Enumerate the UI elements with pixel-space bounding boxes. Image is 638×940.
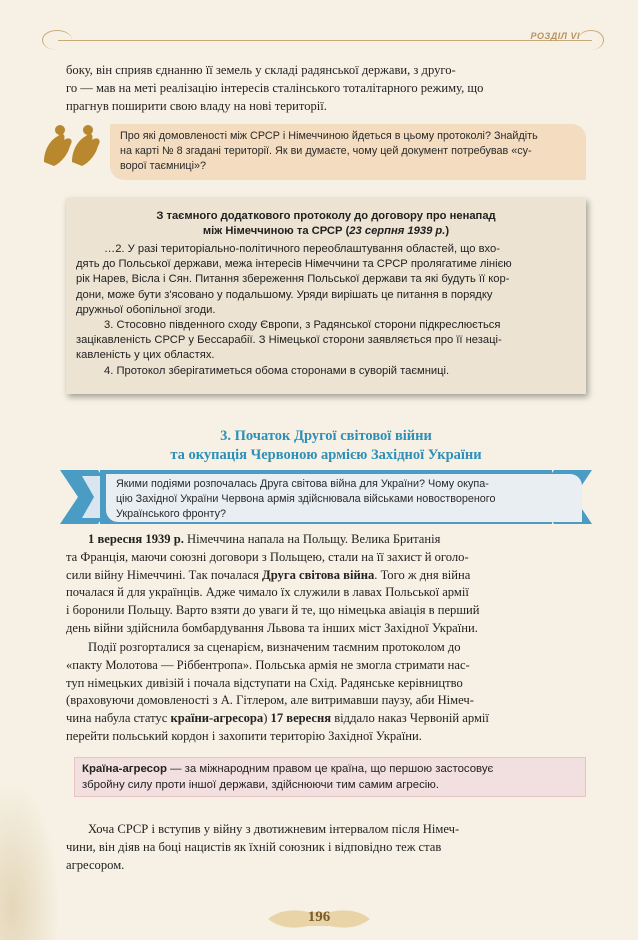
- document-line: зацікавленість СРСР у Бессарабії. З Німецької сторони заявляється про її незаці-: [76, 334, 502, 347]
- header-rule: [58, 40, 592, 41]
- question-text: [116, 477, 576, 522]
- document-text: [76, 242, 578, 379]
- text-line: «пакту Молотова — Ріббентропа». Польська армія не змогла стримати нас-: [66, 657, 470, 672]
- document-title-line: [66, 224, 586, 239]
- text-line: почалася й для українців. Адже чимало їх служили в лавах Польської армії: [66, 585, 469, 600]
- document-line: …2. У разі територіально-політичного переоблаштування областей, що вхо-: [104, 243, 500, 255]
- definition-text: [82, 761, 578, 793]
- text: . Того ж дня війна: [374, 567, 471, 582]
- body-paragraph: [66, 639, 586, 746]
- document-line: дять до Польської держави, межа інтересів Німеччини та СРСР пролягатиме лінією: [76, 258, 512, 271]
- corner-ornament: [0, 780, 60, 940]
- header-ornament-right: [578, 30, 604, 50]
- document-line: рік Нарев, Вісла і Сян. Питання збереження Польської держави та які будуть її кор-: [76, 273, 510, 286]
- event-date: 17 вересня: [270, 711, 332, 726]
- document-date: 23 серпня 1939 р.: [349, 225, 446, 237]
- page-number: 196: [307, 909, 331, 925]
- document-title-line: З таємного додаткового протоколу до договору про ненапад: [156, 210, 496, 222]
- text-line: та Франція, маючи союзні договори з Польщею, стали на її захист й оголо-: [66, 549, 469, 564]
- event-date: 1 вересня 1939 р.: [88, 532, 184, 546]
- text-line: (враховуючи домовленості з А. Гітлером, але витримавши паузу, аби Німеч-: [66, 693, 474, 708]
- text-line: [66, 567, 586, 585]
- section-title: [66, 427, 586, 465]
- text: чина набула статус: [66, 711, 171, 726]
- text-line: го — мав на меті реалізацію інтересів сталінського тоталітарного режиму, що: [66, 80, 484, 95]
- section-label: РОЗДІЛ VI: [530, 31, 580, 41]
- text: сили війну Німеччині. Так почалася: [66, 567, 263, 582]
- text: віддало наказ Червоній армії: [331, 711, 489, 726]
- document-line: дони, може бути з'ясовано у подальшому. Уряди вирішать це питання в порядку: [76, 288, 493, 301]
- intro-paragraph: [66, 62, 586, 115]
- text: Хоча СРСР і вступив у війну з двотижневим інтервалом після Німеч-: [88, 822, 460, 836]
- text-line: ворої таємниці»?: [120, 160, 206, 172]
- section-title-line: 3. Початок Другої світової війни: [220, 428, 432, 444]
- document-line: кавленість у цих областях.: [76, 349, 215, 362]
- text-line: Про які домовленості між СРСР і Німеччиною йдеться в цьому протоколі? Знайдіть: [120, 130, 538, 142]
- text-line: [66, 531, 586, 549]
- text-line: цію Західної України Червона армія здійснювала військами новоствореного: [116, 493, 496, 505]
- text-line: перейти польський кордон і захопити територію Західної України.: [66, 728, 422, 743]
- text-line: на карті № 8 згадані території. Як ви думаєте, чому цей документ потребував «су-: [120, 145, 532, 157]
- text-line: і боронили Польщу. Варто взяти до уваги й те, що німецька авіація в перший: [66, 603, 480, 618]
- section-title-line: та окупація Червоною армією Західної України: [170, 447, 482, 463]
- title-text: ): [445, 225, 450, 237]
- hands-pointing-icon: [40, 122, 102, 170]
- text-line: [66, 710, 586, 728]
- document-line: 3. Стосовно південного сходу Європи, з Радянської сторони підкреслюється: [104, 319, 501, 332]
- document-title: [66, 209, 586, 239]
- text-line: [66, 821, 586, 839]
- text: — за міжнародним правом це країна, що першою застосовує: [166, 763, 494, 775]
- key-term: країни-агресора: [170, 711, 264, 726]
- title-text: між Німеччиною та СРСР (: [202, 225, 350, 237]
- text-line: [66, 639, 586, 657]
- text-line: Якими подіями розпочалась Друга світова війна для України? Чому окупа-: [116, 478, 489, 490]
- text-line: прагнув поширити свою владу на нові території.: [66, 98, 327, 113]
- text: ): [263, 711, 271, 726]
- text-line: [82, 761, 578, 777]
- text-line: агресором.: [66, 857, 125, 872]
- body-paragraph: [66, 531, 586, 638]
- text-line: Українського фронту?: [116, 508, 226, 520]
- question-text: [120, 129, 580, 174]
- document-line: дружньої обопільної згоди.: [76, 303, 216, 316]
- body-paragraph: [66, 821, 586, 874]
- text-line: туп німецьких дивізій і почала відступати на Схід. Радянське керівництво: [66, 675, 463, 690]
- text-line: чини, він діяв на боці нацистів як їхній союзник і відповідно теж став: [66, 839, 442, 854]
- text: Німеччина напала на Польщу. Велика Британія: [183, 532, 441, 546]
- text-line: збройну силу проти іншої держави, здійснюючи тим самим агресію.: [82, 779, 440, 791]
- document-line: 4. Протокол зберігатиметься обома сторонами в суворій таємниці.: [104, 364, 450, 377]
- text-line: день війни здійснила бомбардування Львова та інших міст Західної України.: [66, 620, 478, 635]
- text-line: боку, він сприяв єднанню її земель у складі радянської держави, з друго-: [66, 63, 456, 77]
- text: Події розгорталися за сценарієм, визначеним таємним протоколом до: [88, 640, 461, 654]
- key-term: Друга світова війна: [262, 567, 375, 582]
- definition-term: Країна-агресор: [82, 763, 167, 775]
